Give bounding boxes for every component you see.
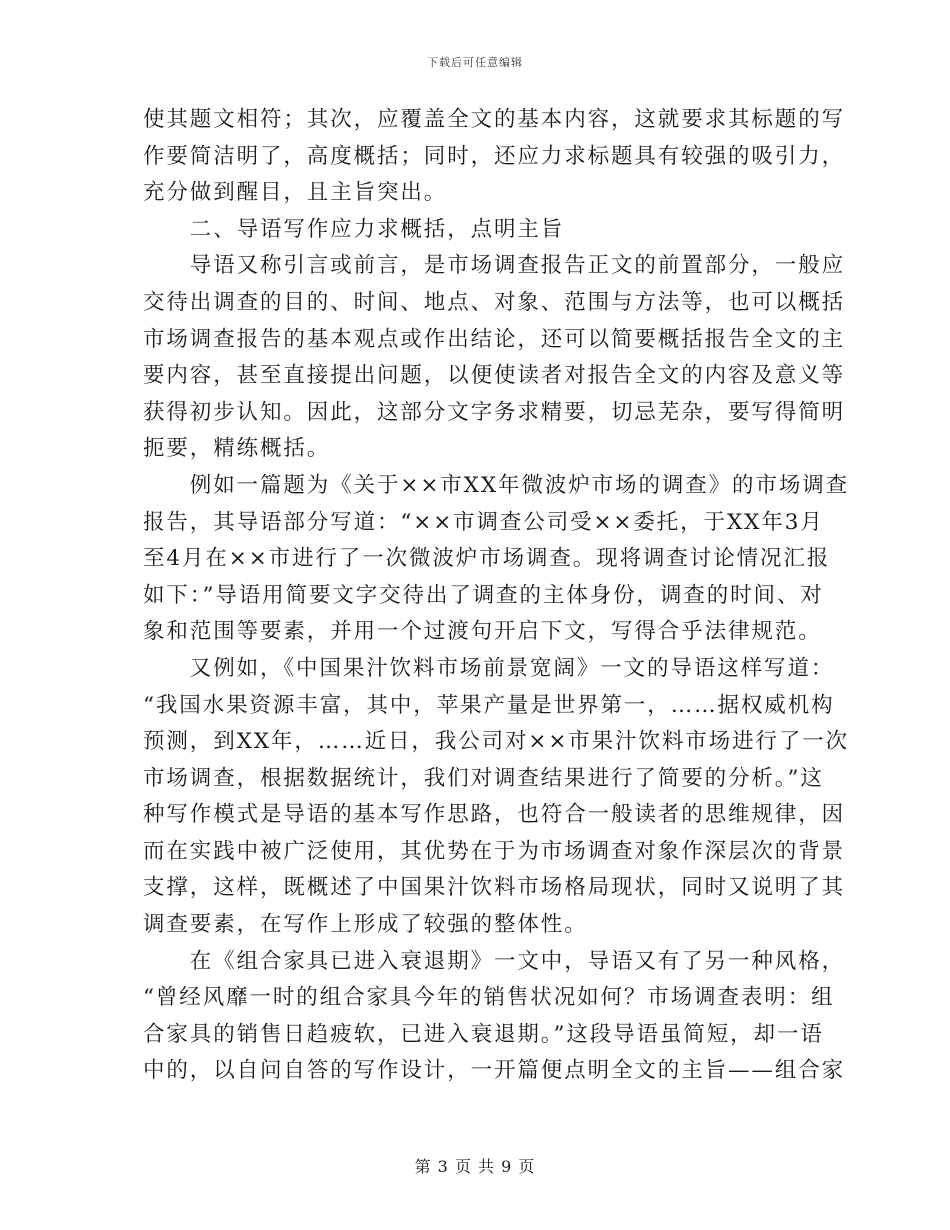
text-line: 在《组合家具已进入衰退期》一文中，导语又有了另一种风格， [143,948,846,974]
text-line: 又例如，《中国果汁饮料市场前景宽阔》一文的导语这样写道： [143,655,835,681]
text-line: “曾经风靡一时的组合家具今年的销售状况如何？市场调查表明：组 [143,985,835,1011]
text-line: 而在实践中被广泛使用，其优势在于为市场调查对象作深层次的背景 [143,838,846,864]
page-number: 第 3 页 共 9 页 [414,1157,536,1176]
text-line: 预测，到XX年，……近日，我公司对××市果汁饮料市场进行了一次 [143,729,850,755]
text-line: 中的，以自问自答的写作设计，一开篇便点明全文的主旨——组合家 [143,1058,846,1084]
text-line: 种写作模式是导语的基本写作思路，也符合一般读者的思维规律，因 [143,802,846,828]
text-line: “我国水果资源丰富，其中，苹果产量是世界第一，……据权威机构 [143,692,835,718]
text-line: 至4月在××市进行了一次微波炉市场调查。现将调查讨论情况汇报 [143,546,831,572]
text-line: 交待出调查的目的、时间、地点、对象、范围与方法等，也可以概括 [143,289,846,315]
text-line: 例如一篇题为《关于××市XX年微波炉市场的调查》的市场调查 [143,472,850,498]
text-line: 扼要，精练概括。 [143,436,331,462]
text-line: 要内容，甚至直接提出问题，以便使读者对报告全文的内容及意义等 [143,363,846,389]
text-line: 获得初步认知。因此，这部分文字务求精要，切忌芜杂，要写得简明 [143,399,846,425]
text-line: 合家具的销售日趋疲软，已进入衰退期。”这段导语虽简短，却一语 [143,1021,824,1047]
text-line: 如下：”导语用简要文字交待出了调查的主体身份，调查的时间、对 [143,582,824,608]
text-line: 充分做到醒目，且主旨突出。 [143,180,448,206]
text-line: 象和范围等要素，并用一个过渡句开启下文，写得合乎法律规范。 [143,619,822,645]
text-line: 调查要素，在写作上形成了较强的整体性。 [143,912,588,938]
text-line: 使其题文相符；其次，应覆盖全文的基本内容，这就要求其标题的写 [143,107,846,132]
text-line: 市场调查，根据数据统计，我们对调查结果进行了简要的分析。”这 [143,765,824,791]
page-header: 下载后可任意编辑 [427,56,523,69]
text-line: 作要简洁明了，高度概括；同时，还应力求标题具有较强的吸引力， [143,143,846,169]
text-line: 市场调查报告的基本观点或作出结论，还可以简要概括报告全文的主 [143,326,846,352]
text-line: 导语又称引言或前言，是市场调查报告正文的前置部分，一般应 [143,253,846,279]
document-body [143,102,850,1090]
section-heading: 二、导语写作应力求概括，点明主旨 [143,216,565,242]
text-line: 支撑，这样，既概述了中国果汁饮料市场格局现状，同时又说明了其 [143,875,846,901]
text-line: 报告，其导语部分写道：“××市调查公司受××委托，于XX年3月 [143,509,824,535]
